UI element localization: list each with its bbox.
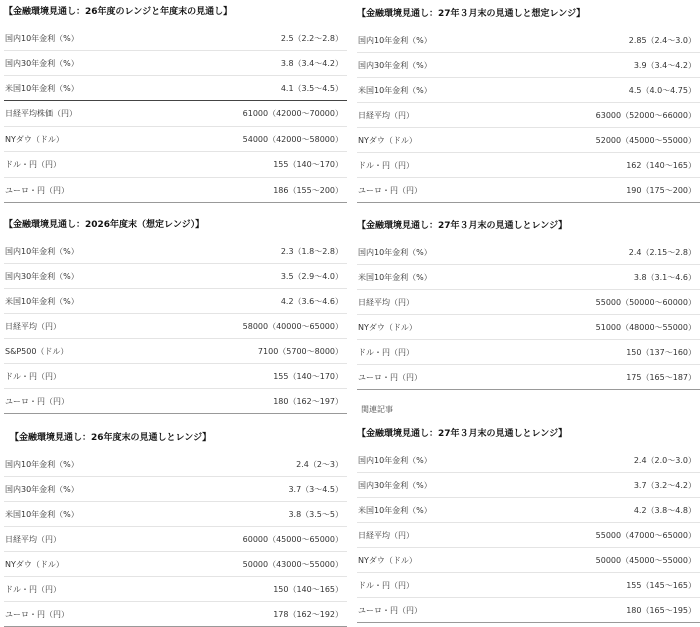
table-rows [357, 448, 700, 623]
row-value: 55000（47000～65000） [595, 530, 696, 540]
row-label: 国内10年金利（%） [5, 459, 79, 469]
table-row [4, 552, 347, 577]
table-row [357, 153, 700, 178]
row-value: 51000（48000～55000） [595, 322, 696, 332]
row-label: ドル・円（円） [5, 584, 61, 594]
row-label: ドル・円（円） [358, 347, 414, 357]
table-row [357, 265, 700, 290]
row-label: NYダウ（ドル） [5, 134, 64, 144]
table-row [357, 178, 700, 203]
table-row [357, 598, 700, 623]
table-row [4, 239, 347, 264]
row-value: 155（145～165） [626, 580, 696, 590]
table-row [4, 477, 347, 502]
row-label: 米国10年金利（%） [358, 272, 432, 282]
table-row [357, 128, 700, 153]
row-value: 175（165～187） [626, 372, 696, 382]
row-label: ドル・円（円） [358, 580, 414, 590]
row-label: ユーロ・円（円） [358, 605, 422, 615]
row-value: 52000（45000～55000） [595, 135, 696, 145]
row-label: ドル・円（円） [5, 160, 61, 169]
table-title: 【金融環境見通し：27年３月末の見通しとレンジ】 [357, 221, 568, 231]
row-value: 2.4（2.15～2.8） [628, 247, 696, 257]
table-rows [4, 239, 347, 414]
row-value: 162（140～165） [626, 160, 696, 170]
table-row [4, 364, 347, 389]
table-row [4, 178, 347, 203]
table-row [357, 315, 700, 340]
row-value: 4.1（3.5～4.5） [280, 83, 343, 93]
table-row [357, 548, 700, 573]
table-row [4, 602, 347, 627]
forecast-table-fy2026-end [4, 219, 347, 414]
table-row [357, 498, 700, 523]
row-label: 日経平均（円） [358, 530, 414, 540]
table-title: 【金融環境見通し：26年度末の見通しとレンジ】 [10, 433, 212, 443]
table-row [4, 452, 347, 477]
row-value: 178（162～192） [273, 609, 343, 619]
row-label: 米国10年金利（%） [5, 296, 79, 306]
table-row [4, 389, 347, 414]
table-row [357, 365, 700, 390]
row-value: 186（155～200） [273, 185, 343, 195]
row-value: 3.8（3.4～4.2） [280, 58, 343, 68]
row-value: 3.9（3.4～4.2） [633, 60, 696, 70]
row-value: 63000（52000～66000） [595, 110, 696, 120]
forecast-table-fy26-range [4, 6, 347, 203]
table-title: 【金融環境見通し：27年３月末の見通しとレンジ】 [357, 429, 568, 439]
row-value: 150（140～165） [273, 584, 343, 594]
row-label: S&P500（ドル） [5, 346, 69, 356]
row-value: 190（175～200） [626, 185, 696, 195]
table-row [357, 448, 700, 473]
row-value: 50000（43000～55000） [242, 559, 343, 569]
table-row [4, 51, 347, 76]
row-label: NYダウ（ドル） [358, 322, 417, 332]
row-label: 国内30年金利（%） [5, 271, 79, 281]
row-label: 米国10年金利（%） [5, 509, 79, 519]
row-value: 155（140～170） [273, 371, 343, 381]
row-value: 3.8（3.1～4.6） [633, 272, 696, 282]
table-row [4, 339, 347, 364]
table-row [4, 264, 347, 289]
table-title: 【金融環境見通し：27年３月末の見通しと想定レンジ】 [357, 9, 586, 19]
forecast-table-mar27-range-b [357, 428, 700, 623]
row-value: 3.7（3.2～4.2） [633, 480, 696, 490]
row-value: 180（162～197） [273, 396, 343, 406]
table-row [357, 523, 700, 548]
row-label: 米国10年金利（%） [358, 505, 432, 515]
row-label: 日経平均（円） [5, 534, 61, 544]
row-value: 2.4（2～3） [296, 459, 343, 469]
row-label: ユーロ・円（円） [5, 396, 69, 406]
row-value: 3.7（3～4.5） [288, 484, 343, 494]
row-label: 国内30年金利（%） [358, 480, 432, 490]
row-value: 150（137～160） [626, 347, 696, 357]
row-value: 4.2（3.6～4.6） [280, 296, 343, 306]
row-label: 日経平均（円） [5, 321, 61, 331]
row-value: 4.5（4.0～4.75） [628, 85, 696, 95]
row-label: ドル・円（円） [358, 160, 414, 170]
table-row [357, 240, 700, 265]
row-label: 国内10年金利（%） [5, 246, 79, 256]
table-rows [357, 240, 700, 390]
row-value: 61000（42000～70000） [242, 109, 343, 118]
row-label: 国内30年金利（%） [5, 484, 79, 494]
table-row [4, 76, 347, 101]
table-row [4, 502, 347, 527]
row-value: 54000（42000～58000） [242, 134, 343, 144]
row-label: ユーロ・円（円） [358, 372, 422, 382]
table-row [4, 527, 347, 552]
row-label: 国内10年金利（%） [5, 33, 79, 43]
row-label: 日経平均（円） [358, 110, 414, 120]
table-row [357, 78, 700, 103]
row-value: 3.5（2.9～4.0） [280, 271, 343, 281]
row-label: NYダウ（ドル） [5, 559, 64, 569]
table-title: 【金融環境見通し：2026年度末（想定レンジ）】 [4, 220, 205, 230]
row-label: 国内30年金利（%） [5, 58, 79, 68]
table-row [4, 101, 347, 127]
row-label: 国内10年金利（%） [358, 247, 432, 257]
table-row [4, 577, 347, 602]
table-title: 【金融環境見通し：26年度のレンジと年度末の見通し】 [4, 7, 233, 17]
row-label: ドル・円（円） [5, 371, 61, 381]
table-row [357, 473, 700, 498]
row-label: 国内30年金利（%） [358, 60, 432, 70]
row-value: 7100（5700～8000） [257, 346, 343, 356]
row-label: ユーロ・円（円） [5, 609, 69, 619]
table-row [357, 573, 700, 598]
row-label: 国内10年金利（%） [358, 455, 432, 465]
table-row [4, 26, 347, 51]
row-label: ユーロ・円（円） [5, 185, 69, 195]
forecast-table-fy26-end-range [4, 432, 347, 627]
row-value: 2.85（2.4～3.0） [628, 35, 696, 45]
row-value: 180（165～195） [626, 605, 696, 615]
row-value: 155（140～170） [273, 160, 343, 169]
table-row [357, 103, 700, 128]
row-value: 60000（45000～65000） [242, 534, 343, 544]
table-row [4, 152, 347, 178]
row-label: 国内10年金利（%） [358, 35, 432, 45]
table-row [357, 290, 700, 315]
row-label: 日経平均（円） [358, 297, 414, 307]
row-label: NYダウ（ドル） [358, 135, 417, 145]
row-value: 2.4（2.0～3.0） [633, 455, 696, 465]
table-row [4, 127, 347, 152]
row-value: 50000（45000～55000） [595, 555, 696, 565]
table-row [4, 314, 347, 339]
table-rows [4, 452, 347, 627]
forecast-table-mar27-assumed [357, 8, 700, 203]
row-label: 日経平均株価（円） [5, 109, 77, 118]
related-articles-label: 関連記事 [361, 405, 393, 414]
row-label: NYダウ（ドル） [358, 555, 417, 565]
row-value: 2.3（1.8～2.8） [280, 246, 343, 256]
forecast-table-mar27-range-a [357, 220, 700, 390]
table-row [4, 289, 347, 314]
row-value: 3.8（3.5～5） [288, 509, 343, 519]
row-label: ユーロ・円（円） [358, 185, 422, 195]
table-rows [4, 26, 347, 203]
table-rows [357, 28, 700, 203]
table-row [357, 28, 700, 53]
table-row [357, 53, 700, 78]
row-value: 58000（40000～65000） [242, 321, 343, 331]
table-row [357, 340, 700, 365]
row-label: 米国10年金利（%） [5, 83, 79, 93]
row-value: 55000（50000～60000） [595, 297, 696, 307]
row-value: 2.5（2.2～2.8） [280, 33, 343, 43]
row-value: 4.2（3.8～4.8） [633, 505, 696, 515]
row-label: 米国10年金利（%） [358, 85, 432, 95]
